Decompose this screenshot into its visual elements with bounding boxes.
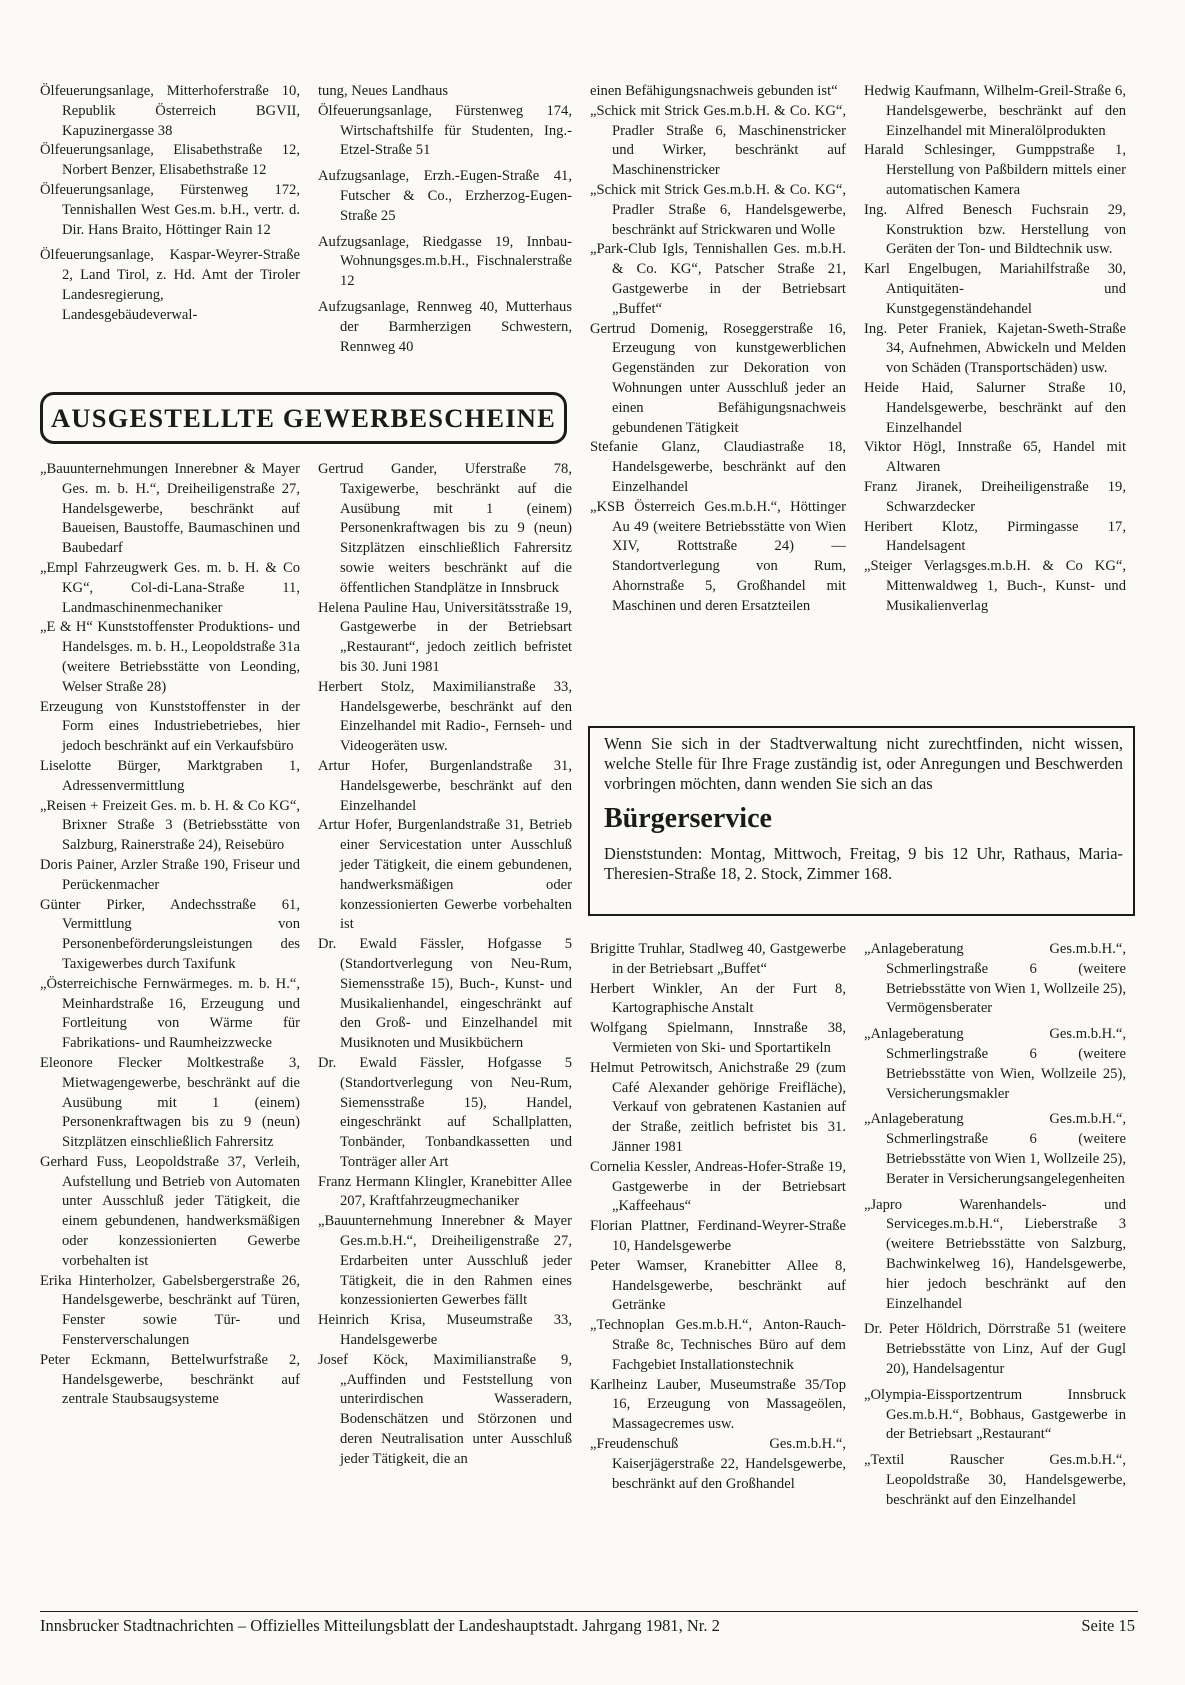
list-item: „Bauunternehmungen Innerebner & Mayer Ges. m. b. H.“, Dreiheiligenstraße 27, Handelsgewerbe, beschränkt auf Baueisen, Baustoffe, Baumaschinen und Baubedarf <box>40 461 300 557</box>
service-heading: Bürgerservice <box>604 803 772 834</box>
list-item: Viktor Högl, Innstraße 65, Handel mit Altwaren <box>864 439 1126 476</box>
list-item: Doris Painer, Arzler Straße 190, Friseur und Perückenmacher <box>40 856 300 893</box>
list-item: Ölfeuerungsanlage, Elisabethstraße 12, Norbert Benzer, Elisabethstraße 12 <box>40 142 300 179</box>
list-item: Herbert Stolz, Maximilianstraße 33, Handelsgewerbe, beschränkt auf den Einzelhandel mit Radio-, Fernseh- und Videogeräten usw. <box>318 678 572 755</box>
list-item: Karlheinz Lauber, Museumstraße 35/Top 16, Erzeugung von Massageölen, Massagecremes usw. <box>590 1376 846 1433</box>
service-intro: Wenn Sie sich in der Stadtverwaltung nicht zurechtfinden, nicht wissen, welche Stelle für Ihre Frage zuständig ist, oder Anregungen und Beschwerden vorbringen möchten, dann wenden Sie sich an das <box>604 734 1123 793</box>
list-item: Ölfeuerungsanlage, Mitterhoferstraße 10, Republik Österreich BGVII, Kapuzinergasse 38 <box>40 83 300 139</box>
footer-divider <box>40 1611 1138 1612</box>
list-item: Helmut Petrowitsch, Anichstraße 29 (zum Café Alexander gehörige Freifläche), Verkauf von gebratenen Kastanien auf der Straße, zeitlich befristet bis 31. Jänner 1981 <box>590 1059 846 1155</box>
list-item: Dr. Peter Höldrich, Dörrstraße 51 (weitere Betriebsstätte von Linz, Auf der Gugl 20), Handelsagentur <box>864 1321 1126 1377</box>
list-item: tung, Neues Landhaus <box>318 83 449 99</box>
list-item: „Olympia-Eissportzentrum Innsbruck Ges.m.b.H.“, Bobhaus, Gastgewerbe in der Betriebsart „Restaurant“ <box>864 1386 1126 1443</box>
list-item: Josef Köck, Maximilianstraße 9, „Auffinden und Feststellung von unterirdischen Wasseradern, Bodenschätzen und Störzonen und deren Neutralisation unter Ausschluß jeder Tätigkeit, die an <box>318 1351 572 1467</box>
list-item: Franz Jiranek, Dreiheiligenstraße 19, Schwarzdecker <box>864 478 1126 515</box>
column-1 <box>40 460 300 1410</box>
list-item: Peter Eckmann, Bettelwurfstraße 2, Handelsgewerbe, beschränkt auf zentrale Staubsaugsysteme <box>40 1351 300 1408</box>
list-item: Heribert Klotz, Pirmingasse 17, Handelsagent <box>864 518 1126 555</box>
list-item: „Schick mit Strick Ges.m.b.H. & Co. KG“, Pradler Straße 6, Maschinenstricker und Wirker, beschränkt auf Maschinenstricker <box>590 102 846 179</box>
list-item: Aufzugsanlage, Rennweg 40, Mutterhaus der Barmherzigen Schwestern, Rennweg 40 <box>318 298 572 355</box>
list-item: Erika Hinterholzer, Gabelsbergerstraße 26, Handelsgewerbe, beschränkt auf Türen, Fenster sowie Tür- und Fensterverschalungen <box>40 1272 300 1349</box>
list-item: „Technoplan Ges.m.b.H.“, Anton-Rauch-Straße 8c, Technisches Büro auf dem Fachgebiet Installationstechnik <box>590 1317 846 1373</box>
list-item: Erzeugung von Kunststoffenster in der Form eines Industriebetriebes, hier jedoch beschränkt auf ein Verkaufsbüro <box>40 698 300 755</box>
list-item: „Österreichische Fernwärmeges. m. b. H.“, Meinhardstraße 16, Erzeugung und Fortleitung von Wärme für Fabrikations- und Raumheizzwecke <box>40 975 300 1052</box>
list-item: Florian Plattner, Ferdinand-Weyrer-Straße 10, Handelsgewerbe <box>590 1218 846 1254</box>
column-3 <box>590 82 846 617</box>
page-footer <box>40 1616 1135 1636</box>
list-item: Ölfeuerungsanlage, Fürstenweg 174, Wirtschaftshilfe für Studenten, Ing.-Etzel-Straße 51 <box>318 102 572 159</box>
list-item: Gertrud Gander, Uferstraße 78, Taxigewerbe, beschränkt auf die Ausübung mit 1 (einem) Personenkraftwagen bis zu 9 (neun) Sitzplätzen einschließlich Fahrersitz sowie weiters beschränkt auf die öffentlichen Standplätze in Innsbruck <box>318 461 572 596</box>
column-4 <box>864 82 1126 617</box>
list-item: Dr. Ewald Fässler, Hofgasse 5 (Standortverlegung von Neu-Rum, Siemensstraße 15), Buch-, Kunst- und Musikalienhandel, eingeschränkt auf den Groß- und Einzelhandel mit Musiknoten und Musikbüchern <box>318 936 572 1052</box>
list-item: Ing. Peter Franiek, Kajetan-Sweth-Straße 34, Aufnehmen, Abwickeln und Melden von Schäden (Transportschäden) usw. <box>864 320 1126 377</box>
list-item: Cornelia Kessler, Andreas-Hofer-Straße 19, Gastgewerbe in der Betriebsart „Kaffeehaus“ <box>590 1158 846 1215</box>
list-item: Wolfgang Spielmann, Innstraße 38, Vermieten von Ski- und Sportartikeln <box>590 1020 846 1056</box>
list-item: Gerhard Fuss, Leopoldstraße 37, Verleih, Aufstellung und Betrieb von Automaten unter Ausschluß jeder Tätigkeit, die einem gebundenen, handwerksmäßigen oder konzessionierten Gewerbe vorbehalten ist <box>40 1153 300 1269</box>
list-item: Stefanie Glanz, Claudiastraße 18, Handelsgewerbe, beschränkt auf den Einzelhandel <box>590 439 846 495</box>
list-item: „E & H“ Kunststoffenster Produktions- und Handelsges. m. b. H., Leopoldstraße 31a (weitere Betriebsstätte von Leonding, Welser Straße 28) <box>40 619 300 695</box>
column-2 <box>318 460 572 1470</box>
lower-column-2 <box>864 940 1126 1511</box>
list-item: „Park-Club Igls, Tennishallen Ges. m.b.H. & Co. KG“, Patscher Straße 21, Gastgewerbe in der Betriebsart „Buffet“ <box>590 241 846 317</box>
list-item: Peter Wamser, Kranebitter Allee 8, Handelsgewerbe, beschränkt auf Getränke <box>590 1257 846 1314</box>
list-item: Aufzugsanlage, Riedgasse 19, Innbau-Wohnungsges.m.b.H., Fischnalerstraße 12 <box>318 233 572 290</box>
list-item: Harald Schlesinger, Gumppstraße 1, Herstellung von Paßbildern mittels einer automatischen Kamera <box>864 142 1126 198</box>
footer-publication: Innsbrucker Stadtnachrichten – Offizielles Mitteilungsblatt der Landeshauptstadt. Jahrgang 1981, Nr. 2 <box>40 1616 720 1635</box>
list-item: Artur Hofer, Burgenlandstraße 31, Betrieb einer Servicestation unter Ausschluß jeder Tätigkeit, die einem gebundenen, handwerksmäßigen oder konzessionierten Gewerbe vorbehalten ist <box>318 817 572 933</box>
list-item: Karl Engelbugen, Mariahilfstraße 30, Antiquitäten- und Kunstgegenständehandel <box>864 261 1126 317</box>
list-item: Dr. Ewald Fässler, Hofgasse 5 (Standortverlegung von Neu-Rum, Siemensstraße 15), Handel, eingeschränkt auf Schallplatten, Tonbänder, Tonbandkassetten und Tonträger aller Art <box>318 1054 572 1170</box>
list-item: Ing. Alfred Benesch Fuchsrain 29, Konstruktion bzw. Herstellung von Geräten der Ton- und Bildtechnik usw. <box>864 201 1126 258</box>
list-item: „Anlageberatung Ges.m.b.H.“, Schmerlingstraße 6 (weitere Betriebsstätte von Wien 1, Wollzeile 25), Vermögensberater <box>864 941 1126 1017</box>
list-item: Ölfeuerungsanlage, Fürstenweg 172, Tennishallen West Ges.m. b.H., vertr. d. Dir. Hans Braito, Höttinger Rain 12 <box>40 181 300 238</box>
top-column-2 <box>318 82 572 357</box>
list-item: Günter Pirker, Andechsstraße 61, Vermittlung von Personenbeförderungsleistungen des Taxigewerbes durch Taxifunk <box>40 896 300 972</box>
service-hours: Dienststunden: Montag, Mittwoch, Freitag, 9 bis 12 Uhr, Rathaus, Maria-Theresien-Straße 18, 2. Stock, Zimmer 168. <box>604 844 1123 883</box>
list-item: Liselotte Bürger, Marktgraben 1, Adressenvermittlung <box>40 757 300 794</box>
list-item: Franz Hermann Klingler, Kranebitter Allee 207, Kraftfahrzeugmechaniker <box>318 1173 572 1210</box>
footer-page-number: Seite 15 <box>1081 1616 1135 1635</box>
list-item: „Schick mit Strick Ges.m.b.H. & Co. KG“, Pradler Straße 6, Handelsgewerbe, beschränkt auf Strickwaren und Wolle <box>590 181 846 238</box>
list-item: „Anlageberatung Ges.m.b.H.“, Schmerlingstraße 6 (weitere Betriebsstätte von Wien, Wollzeile 25), Versicherungsmakler <box>864 1026 1126 1102</box>
list-item: Heinrich Krisa, Museumstraße 33, Handelsgewerbe <box>318 1312 572 1349</box>
list-item: einen Befähigungsnachweis gebunden ist“ <box>590 83 838 99</box>
section-title: AUSGESTELLTE GEWERBESCHEINE <box>51 402 556 433</box>
list-item: „Bauunternehmung Innerebner & Mayer Ges.m.b.H.“, Dreiheiligenstraße 27, Erdarbeiten unter Ausschluß jeder Tätigkeit, die in den Rahmen eines konzessionierten Gewerbes fällt <box>318 1213 572 1309</box>
top-column-1 <box>40 82 300 326</box>
list-item: „Japro Warenhandels- und Serviceges.m.b.H.“, Lieberstraße 3 (weitere Betriebsstätte von Salzburg, Bachwinkelweg 16), Handelsgewerbe, hier jedoch beschränkt auf den Einzelhandel <box>864 1196 1126 1312</box>
list-item: „Anlageberatung Ges.m.b.H.“, Schmerlingstraße 6 (weitere Betriebsstätte von Wien 1, Wollzeile 25), Berater in Versicherungsangelegenheiten <box>864 1111 1126 1187</box>
list-item: Hedwig Kaufmann, Wilhelm-Greil-Straße 6, Handelsgewerbe, beschränkt auf den Einzelhandel mit Mineralölprodukten <box>864 83 1126 139</box>
list-item: „Empl Fahrzeugwerk Ges. m. b. H. & Co KG“, Col-di-Lana-Straße 11, Landmaschinenmechaniker <box>40 559 300 616</box>
buergerservice-box <box>588 726 1135 916</box>
list-item: „Freudenschuß Ges.m.b.H.“, Kaiserjägerstraße 22, Handelsgewerbe, beschränkt auf den Großhandel <box>590 1435 846 1492</box>
list-item: „Textil Rauscher Ges.m.b.H.“, Leopoldstraße 30, Handelsgewerbe, beschränkt auf den Einzelhandel <box>864 1452 1126 1508</box>
list-item: Helena Pauline Hau, Universitätsstraße 19, Gastgewerbe in der Betriebsart „Restaurant“, jedoch zeitlich befristet bis 30. Juni 1981 <box>318 599 572 675</box>
list-item: Herbert Winkler, An der Furt 8, Kartographische Anstalt <box>590 980 846 1017</box>
list-item: Artur Hofer, Burgenlandstraße 31, Handelsgewerbe, beschränkt auf den Einzelhandel <box>318 757 572 814</box>
list-item: Gertrud Domenig, Roseggerstraße 16, Erzeugung von kunstgewerblichen Gegenständen zur Dekoration von Wohnungen unter Ausschluß jeder an einen Befähigungsnachweis gebundenen Tätigkeit <box>590 320 846 436</box>
list-item: Heide Haid, Salurner Straße 10, Handelsgewerbe, beschränkt auf den Einzelhandel <box>864 379 1126 436</box>
list-item: Ölfeuerungsanlage, Kaspar-Weyrer-Straße 2, Land Tirol, z. Hd. Amt der Tiroler Landesregierung, Landesgebäudeverwal- <box>40 247 300 323</box>
list-item: Aufzugsanlage, Erzh.-Eugen-Straße 41, Futscher & Co., Erzherzog-Eugen-Straße 25 <box>318 168 572 224</box>
list-item: Eleonore Flecker Moltkestraße 3, Mietwagengewerbe, beschränkt auf die Ausübung mit 1 (einem) Personenkraftwagen bis zu 9 (neun) Sitzplätzen einschließlich Fahrersitz <box>40 1054 300 1151</box>
list-item: „Steiger Verlagsges.m.b.H. & Co KG“, Mittenwaldweg 1, Buch-, Kunst- und Musikalienverlag <box>864 558 1126 614</box>
section-title-box <box>40 392 567 444</box>
list-item: „KSB Österreich Ges.m.b.H.“, Höttinger Au 49 (weitere Betriebsstätte von Wien XIV, Rottstraße 24) — Standortverlegung von Rum, Ahornstraße 5, Großhandel mit Maschinen und deren Ersatzteilen <box>590 498 846 614</box>
lower-column-1 <box>590 940 846 1494</box>
list-item: Brigitte Truhlar, Stadlweg 40, Gastgewerbe in der Betriebsart „Buffet“ <box>590 941 846 977</box>
list-item: „Reisen + Freizeit Ges. m. b. H. & Co KG“, Brixner Straße 3 (Betriebsstätte von Salzburg, Rainerstraße 24), Reisebüro <box>40 797 300 854</box>
